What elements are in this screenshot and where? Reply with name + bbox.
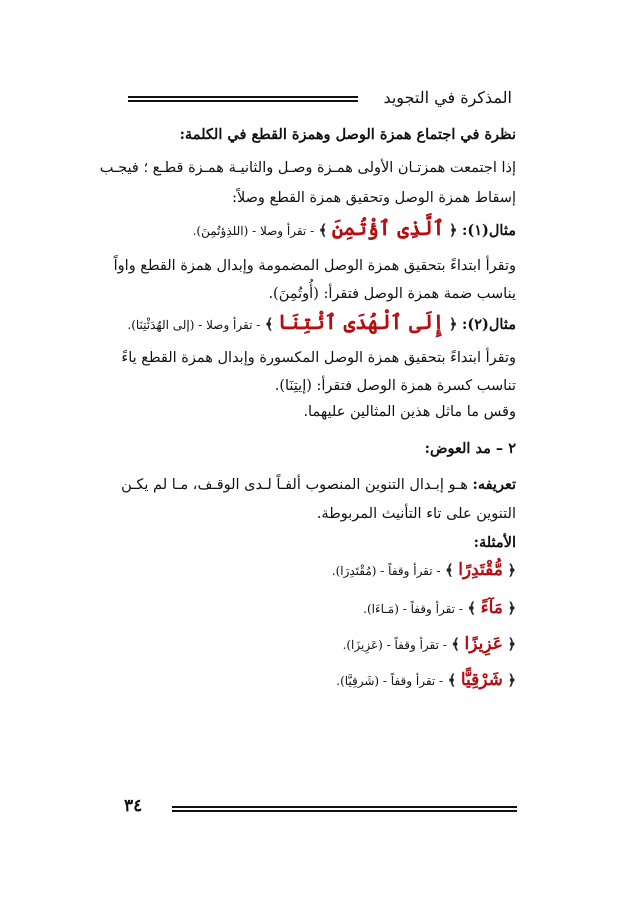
footer-rule — [172, 806, 517, 812]
mad-example-2 — [118, 598, 516, 618]
ornament-open: ﴿ — [507, 600, 516, 617]
ornament-open: ﴿ — [507, 672, 516, 689]
page-number: ٣٤ — [124, 796, 143, 816]
ornament-open: ﴿ — [448, 222, 458, 239]
example-1-line — [118, 216, 516, 240]
example-2-reading: - تقرأ وصلا - (إلى الهُدَئْتِنَا). — [127, 318, 261, 332]
definition-line-2: التنوين على تاء التأنيث المربوطة. — [316, 506, 516, 522]
ornament-open: ﴿ — [507, 562, 516, 579]
mad-example-4-quran: شَرْقِيًّا — [460, 670, 503, 690]
definition-line-1 — [118, 476, 516, 493]
ornament-close: ﴾ — [467, 600, 476, 617]
example-2-line — [118, 310, 516, 334]
mad-example-4 — [118, 670, 516, 690]
mad-example-3-reading: - تقرأ وقفاً - (عَزِيزَا). — [342, 638, 447, 652]
intro-line-1: إذا اجتمعت همزتـان الأولى همـزة وصـل والثانيـة همـزة قطـع ؛ فيجـب — [99, 160, 516, 176]
ornament-close: ﴾ — [264, 316, 274, 333]
ornament-close: ﴾ — [445, 562, 454, 579]
example-1-note-line-2: يناسب ضمة همزة الوصل فتقرأ: (أُوتُمِنَ). — [268, 286, 516, 302]
ornament-open: ﴿ — [507, 636, 516, 653]
example-2-note-line-2: تناسب كسرة همزة الوصل فتقرأ: (إيتِنَا). — [274, 378, 516, 394]
section2-heading: ٢ – مد العوض: — [424, 440, 516, 457]
definition-text: هـو إبـدال التنوين المنصوب ألفـاً لـدى الوقـف، مـا لم يكـن — [121, 477, 468, 493]
section1-heading: نظرة في اجتماع همزة الوصل وهمزة القطع في الكلمة: — [179, 126, 516, 143]
ornament-close: ﴾ — [318, 222, 328, 239]
definition-label: تعريفه: — [472, 476, 516, 493]
intro-line-2: إسقاط همزة الوصل وتحقيق همزة القطع وصلاً: — [232, 190, 516, 206]
ornament-close: ﴾ — [447, 672, 457, 689]
examples-heading: الأمثلة: — [473, 534, 516, 551]
example-1-reading: - تقرأ وصلا - (اللذِؤتُمِنَ). — [192, 224, 315, 238]
mad-example-1 — [118, 560, 516, 580]
mad-example-2-reading: - تقرأ وقفاً - (مَـاءَا). — [363, 602, 463, 616]
ornament-open: ﴿ — [448, 316, 458, 333]
example-2-note-line-1: وتقرأ ابتداءً بتحقيق همزة الوصل المكسورة وإبدال همزة القطع ياءً — [121, 350, 516, 366]
mad-example-1-reading: - تقرأ وقفاً - (مُقْتَدِرَا). — [331, 564, 441, 578]
example-1-quran: ٱلَّذِى ٱؤْتُمِنَ — [331, 216, 445, 240]
mad-example-2-quran: مَآءً — [480, 598, 503, 618]
example-1-note-line-1: وتقرأ ابتداءً بتحقيق همزة الوصل المضمومة وإبدال همزة القطع واواً — [113, 258, 516, 274]
mad-example-3 — [118, 634, 516, 654]
example-2-label: مثال(٢): — [462, 316, 516, 333]
mad-example-4-reading: - تقرأ وقفاً - (شَرقِيَّا). — [336, 674, 444, 688]
mad-example-1-quran: مُّقْتَدِرًا — [458, 560, 503, 580]
example-2-quran: إِلَى ٱلْهُدَى ٱئْتِنَا — [278, 310, 445, 334]
example-2-note-line-3: وقس ما ماثل هذين المثالين عليهما. — [303, 404, 516, 420]
ornament-close: ﴾ — [451, 636, 460, 653]
mad-example-3-quran: عَزِيزًا — [464, 634, 503, 654]
header-rule — [128, 96, 358, 102]
example-1-label: مثال(١): — [462, 222, 516, 239]
running-header-title: المذكرة في التجويد — [383, 88, 512, 107]
